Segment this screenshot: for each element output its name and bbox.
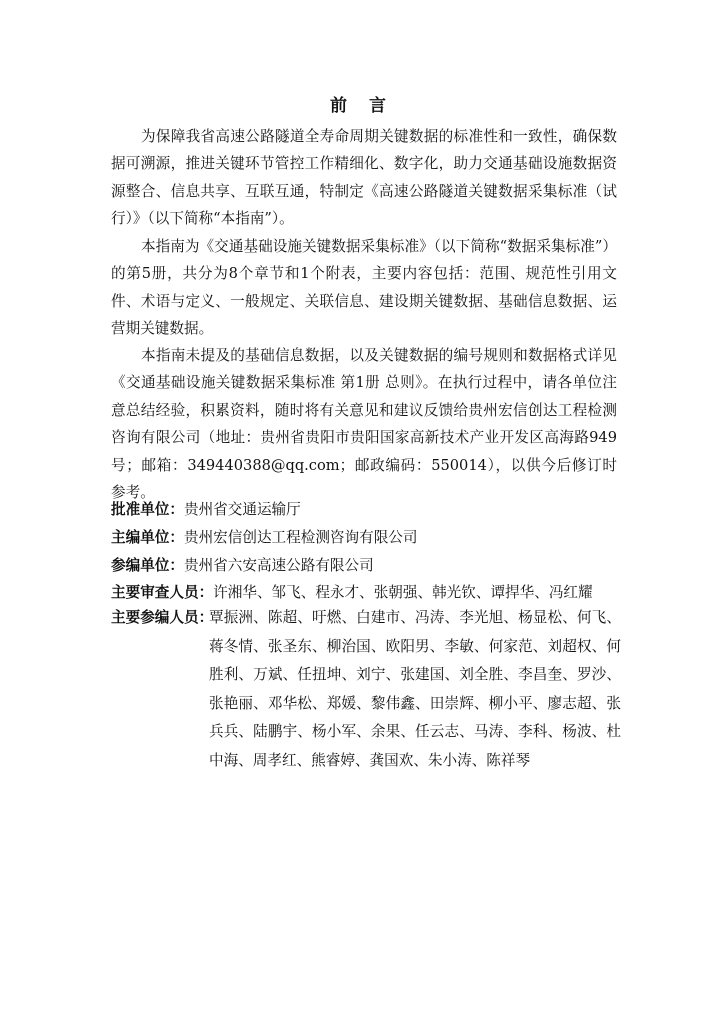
approve-unit-value: 贵州省交通运输厅 xyxy=(183,501,301,518)
reviewers-row xyxy=(111,579,621,606)
co-editor-row xyxy=(111,552,621,579)
chief-editor-label: 主编单位： xyxy=(111,529,184,546)
co-editor-value: 贵州省六安高速公路有限公司 xyxy=(183,557,374,574)
participants-label: 主要参编人员： xyxy=(111,609,214,626)
reviewers-label: 主要审查人员： xyxy=(111,584,214,601)
paragraph-purpose: 为保障我省高速公路隧道全寿命周期关键数据的标准性和一致性，确保数据可溯源，推进关键环节管控工作精细化、数字化，助力交通基础设施数据资源整合、信息共享、互联互通，特制定《高速公路隧道关键数据采集标准（试行）》（以下简称“本指南”）。 xyxy=(111,128,617,228)
approve-unit-label: 批准单位： xyxy=(111,501,184,518)
reviewers-value: 许湘华、邹飞、程永才、张朝强、韩光钦、谭捍华、冯红耀 xyxy=(213,584,593,601)
paragraph-scope: 本指南为《交通基础设施关键数据采集标准》（以下简称“数据采集标准”）的第5册，共分为8个章节和1个附表，主要内容包括：范围、规范性引用文件、术语与定义、一般规定、关联信息、建设期关键数据、基础信息数据、运营期关键数据。 xyxy=(111,238,617,338)
approve-unit-row xyxy=(111,496,621,523)
chief-editor-value: 贵州宏信创达工程检测咨询有限公司 xyxy=(183,529,418,546)
chief-editor-row xyxy=(111,524,621,551)
co-editor-label: 参编单位： xyxy=(111,557,184,574)
participants-block xyxy=(111,604,621,776)
page-title: 前 言 xyxy=(330,96,394,116)
paragraph-reference: 本指南未提及的基础信息数据，以及关键数据的编号规则和数据格式详见《交通基础设施关键数据采集标准 第1册 总则》。在执行过程中，请各单位注意总结经验，积累资料，随时将有关意见和建议反馈给贵州宏信创达工程检测咨询有限公司（地址：贵州省贵阳市贵阳国家高新技术产业开发区高海路949号；邮箱：349440388@qq.com；邮政编码：550014），以供今后修订时参考。 xyxy=(111,347,617,502)
participants-list: 覃振洲、陈超、吁燃、白建市、冯涛、李光旭、杨显松、何飞、蒋冬情、张圣东、柳治国、欧阳男、李敏、何家范、刘超权、何胜利、万斌、任扭坤、刘宁、张建国、刘全胜、李昌奎、罗沙、张艳丽、邓华松、郑媛、黎伟鑫、田崇辉、柳小平、廖志超、张兵兵、陆鹏宇、杨小军、余果、任云志、马涛、李科、杨波、杜中海、周孝红、熊睿婷、龚国欢、朱小涛、陈祥琴 xyxy=(209,609,621,769)
